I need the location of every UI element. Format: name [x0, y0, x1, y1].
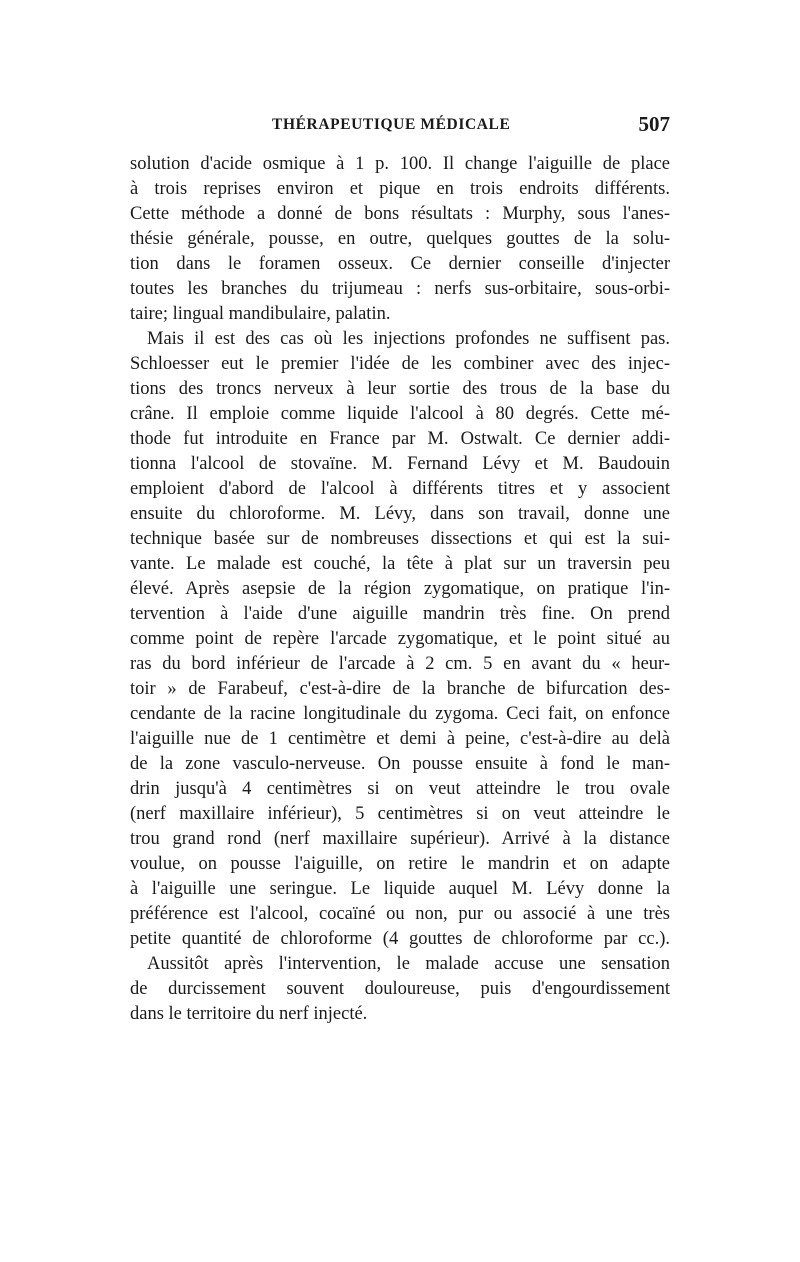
text-line: thode fut introduite en France par M. Ostwalt. Ce dernier addi- [130, 429, 670, 449]
running-head [130, 112, 670, 142]
text-line: de la zone vasculo-nerveuse. On pousse ensuite à fond le man- [130, 754, 670, 774]
text-line: comme point de repère l'arcade zygomatique, et le point situé au [130, 629, 670, 649]
text-line: petite quantité de chloroforme (4 gouttes de chloroforme par cc.). [130, 929, 670, 949]
text-line: cendante de la racine longitudinale du zygoma. Ceci fait, on enfonce [130, 704, 670, 724]
page-number: 507 [638, 112, 670, 136]
body-text [130, 152, 670, 1027]
text-line: drin jusqu'à 4 centimètres si on veut atteindre le trou ovale [130, 779, 670, 799]
text-line: taire; lingual mandibulaire, palatin. [130, 304, 391, 324]
text-line: technique basée sur de nombreuses dissections et qui est la sui- [130, 529, 670, 549]
text-line: tionna l'alcool de stovaïne. M. Fernand Lévy et M. Baudouin [130, 454, 670, 474]
text-line: thésie générale, pousse, en outre, quelques gouttes de la solu- [130, 229, 670, 249]
text-line: vante. Le malade est couché, la tête à plat sur un traversin peu [130, 554, 670, 574]
text-line: toutes les branches du trijumeau : nerfs sus-orbitaire, sous-orbi- [130, 279, 670, 299]
text-line: de durcissement souvent douloureuse, puis d'engourdissement [130, 979, 670, 999]
text-line: à l'aiguille une seringue. Le liquide auquel M. Lévy donne la [130, 879, 670, 899]
text-line: crâne. Il emploie comme liquide l'alcool à 80 degrés. Cette mé- [130, 404, 670, 424]
text-line: dans le territoire du nerf injecté. [130, 1004, 368, 1024]
text-line: préférence est l'alcool, cocaïné ou non, pur ou associé à une très [130, 904, 670, 924]
text-line: (nerf maxillaire inférieur), 5 centimètres si on veut atteindre le [130, 804, 670, 824]
text-line: ensuite du chloroforme. M. Lévy, dans son travail, donne une [130, 504, 670, 524]
text-line: Mais il est des cas où les injections profondes ne suffisent pas. [147, 329, 670, 349]
text-line: tions des troncs nerveux à leur sortie des trous de la base du [130, 379, 670, 399]
text-line: Cette méthode a donné de bons résultats : Murphy, sous l'anes- [130, 204, 670, 224]
text-line: tervention à l'aide d'une aiguille mandrin très fine. On prend [130, 604, 670, 624]
text-line: tion dans le foramen osseux. Ce dernier conseille d'injecter [130, 254, 670, 274]
text-line: ras du bord inférieur de l'arcade à 2 cm. 5 en avant du « heur- [130, 654, 670, 674]
text-line: Schloesser eut le premier l'idée de les combiner avec des injec- [130, 354, 670, 374]
text-line: toir » de Farabeuf, c'est-à-dire de la branche de bifurcation des- [130, 679, 670, 699]
text-line: Aussitôt après l'intervention, le malade accuse une sensation [147, 954, 670, 974]
running-title: THÉRAPEUTIQUE MÉDICALE [272, 116, 511, 133]
text-line: voulue, on pousse l'aiguille, on retire le mandrin et on adapte [130, 854, 670, 874]
text-line: trou grand rond (nerf maxillaire supérieur). Arrivé à la distance [130, 829, 670, 849]
text-line: élevé. Après asepsie de la région zygomatique, on pratique l'in- [130, 579, 670, 599]
text-line: solution d'acide osmique à 1 p. 100. Il change l'aiguille de place [130, 154, 670, 174]
text-line: à trois reprises environ et pique en trois endroits différents. [130, 179, 670, 199]
text-line: l'aiguille nue de 1 centimètre et demi à peine, c'est-à-dire au delà [130, 729, 670, 749]
text-line: emploient d'abord de l'alcool à différents titres et y associent [130, 479, 670, 499]
